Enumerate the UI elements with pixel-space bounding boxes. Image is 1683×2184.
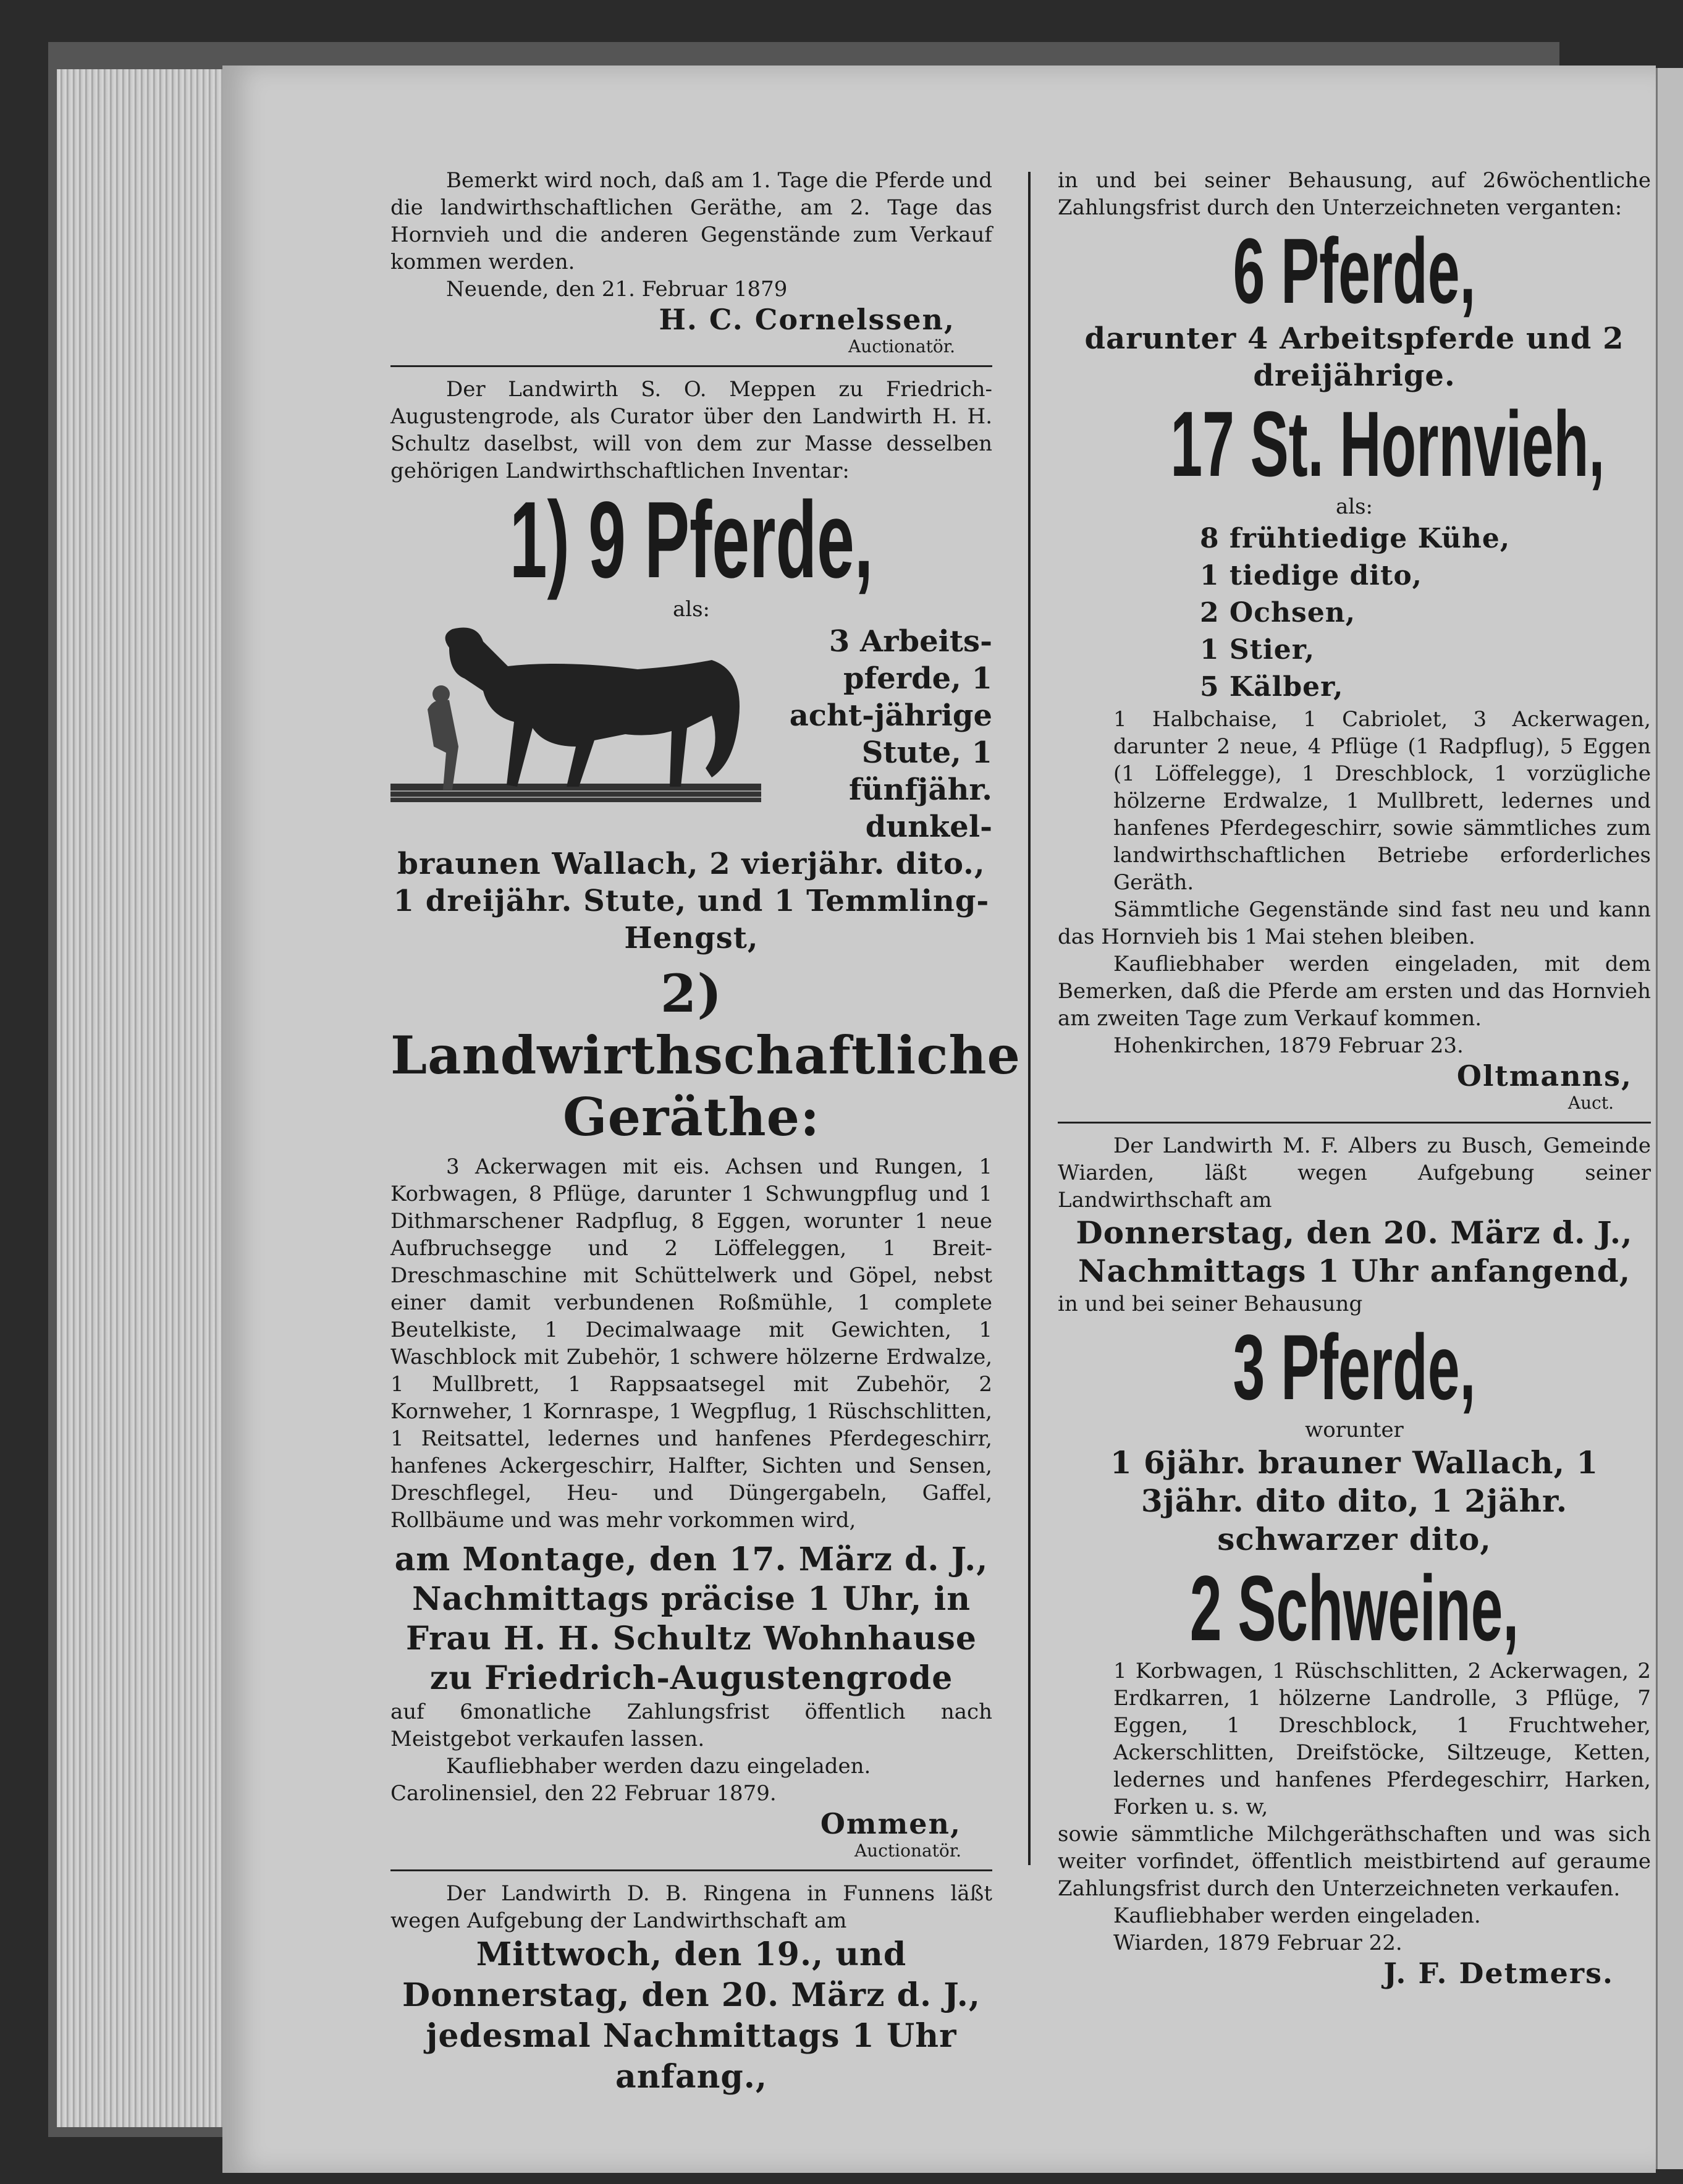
notice-detmers — [1058, 1132, 1651, 1990]
subheadline: darunter 4 Arbeitspferde und 2 dreijährige. — [1084, 321, 1624, 393]
place-date: Carolinensiel, den 22 Februar 1879. — [390, 1781, 777, 1806]
terms: sowie sämmtliche Milchgeräthschaften und was sich weiter vorfindet, öffentlich meistbirtend auf geraume Zahlungsfrist durch den Unterzeichneten verkaufen. — [1058, 1822, 1651, 1901]
worunter-label: worunter — [1305, 1418, 1404, 1442]
rule — [390, 1869, 992, 1871]
headline-9-pferde: 1) 9 Pferde, — [509, 480, 874, 601]
notice-intro: Der Landwirth D. B. Ringena in Funnens läßt wegen Aufgebung der Landwirthschaft am — [390, 1881, 992, 1933]
place-date: Wiarden, 1879 Februar 22. — [1113, 1931, 1402, 1955]
auction-date: Mittwoch, den 19., und Donnerstag, den 20. März d. J., jedesmal Nachmittags 1 Uhr anfang., — [402, 1936, 981, 2096]
signature-title: Auct. — [1567, 1093, 1614, 1113]
horse-woodcut-image — [390, 623, 761, 815]
terms: auf 6monatliche Zahlungsfrist öffentlich nach Meistgebot verkaufen lassen. — [390, 1699, 992, 1751]
items-list: 3 Ackerwagen mit eis. Achsen und Rungen, 1 Korbwagen, 8 Pflüge, darunter 1 Schwungpflug und 1 Dithmarschener Radpflug, 8 Eggen, worunter 1 neue Aufbruchsegge und 2 Löffeleggen, 1 Breit-Dreschmaschine mit Schüttelwerk und Göpel, nebst einer damit verbundenen Roßmühle, 1 complete Beutelkiste, 1 Decimalwaage mit Gewichten, 1 Waschblock mit Zubehör, 1 schwere hölzerne Erdwalze, 1 Mullbrett, 1 Rappsaatsegel mit Zubehör, 2 Kornweher, 1 Kornraspe, 1 Wegpflug, 1 Rüschschlitten, 1 Reitsattel, ledernes und hanfenes Pferdegeschirr, hanfenes Ackergeschirr, Halfter, Sichten und Sensen, Dreschflegel, Heu- und Düngergabeln, Gaffel, Rollbäume und was mehr vorkommen wird, — [390, 1154, 992, 1533]
als-label: als: — [672, 597, 711, 622]
cattle-item: 8 frühtiedige Kühe, — [1200, 523, 1511, 554]
signature: J. F. Detmers. — [1383, 1957, 1614, 1990]
signature-title: Auctionatör. — [848, 336, 955, 357]
cattle-item: 1 Stier, — [1200, 634, 1315, 666]
headline-geraethe: 2) Landwirthschaftliche Geräthe: — [390, 963, 1021, 1148]
items-list: 1 Korbwagen, 1 Rüschschlitten, 2 Ackerwagen, 2 Erdkarren, 1 hölzerne Landrolle, 3 Pflüge, 7 Eggen, 1 Dreschblock, 1 Fruchtweher, Ackerschlitten, Dreifstöcke, Siltzeuge, Ketten, ledernes und hanfenes Pferdegeschirr, Harken, Forken u. s. w, — [1113, 1659, 1651, 1819]
headline-6-pferde: 6 Pferde, — [1233, 219, 1476, 323]
place-date: Hohenkirchen, 1879 Februar 23. — [1113, 1033, 1464, 1058]
signature: Oltmanns, — [1456, 1059, 1632, 1093]
cattle-list — [1058, 520, 1651, 706]
auction-date: am Montage, den 17. März d. J., Nachmittags präcise 1 Uhr, in Frau H. H. Schultz Wohnhause zu Friedrich-Augustengrode — [394, 1541, 989, 1697]
notice-intro: Der Landwirth S. O. Meppen zu Friedrich-Augustengrode, als Curator über den Landwirth H. H. Schultz daselbst, will von dem zur Masse desselben gehörigen Landwirthschaftlichen Inventar: — [390, 377, 992, 483]
horses-list: 1 6jähr. brauner Wallach, 1 3jähr. dito dito, 1 2jähr. schwarzer dito, — [1110, 1444, 1599, 1557]
cattle-item: 5 Kälber, — [1200, 671, 1344, 703]
note: Sämmtliche Gegenstände sind fast neu und kann das Hornvieh bis 1 Mai stehen bleiben. — [1058, 897, 1651, 949]
notice-intro: Der Landwirth M. F. Albers zu Busch, Gemeinde Wiarden, läßt wegen Aufgebung seiner Landwirthschaft am — [1058, 1133, 1651, 1213]
cattle-item: 1 tiedige dito, — [1200, 560, 1422, 591]
rule — [390, 365, 992, 367]
column-divider — [1028, 172, 1031, 1865]
cattle-item: 2 Ochsen, — [1200, 597, 1356, 629]
notice-intro: in und bei seiner Behausung, auf 26wöchentliche Zahlungsfrist durch den Unterzeichneten verganten: — [1058, 168, 1651, 220]
place-date: Neuende, den 21. Februar 1879 — [446, 277, 788, 302]
als-label: als: — [1335, 494, 1373, 519]
left-column — [390, 167, 1021, 2097]
headline-2-schweine: 2 Schweine, — [1189, 1556, 1519, 1660]
location: in und bei seiner Behausung — [1058, 1292, 1363, 1316]
invite: Kaufliebhaber werden dazu eingeladen. — [446, 1754, 871, 1779]
rule — [1058, 1122, 1651, 1124]
signature: H. C. Cornelssen, — [659, 303, 955, 336]
auction-date: Donnerstag, den 20. März d. J., Nachmittags 1 Uhr anfangend, — [1076, 1214, 1633, 1289]
horse-text-side: 3 Arbeits-pferde, 1 acht-jährige Stute, 1 fünfjähr. dunkel- — [789, 624, 992, 844]
notice-ringena — [390, 1880, 992, 2097]
notice-oltmanns — [1058, 167, 1651, 1113]
notice-body: Bemerkt wird noch, daß am 1. Tage die Pferde und die landwirthschaftlichen Geräthe, am 2. Tage das Hornvieh und die anderen Gegenstände zum Verkauf kommen werden. — [390, 168, 992, 274]
next-page-edge — [1656, 68, 1683, 2169]
page-edges — [57, 69, 242, 2127]
headline-hornvieh: 17 St. Hornvieh, — [1170, 392, 1605, 496]
items-list: 1 Halbchaise, 1 Cabriolet, 3 Ackerwagen, darunter 2 neue, 4 Pflüge (1 Radpflug), 5 Eggen (1 Löffelegge), 1 Dreschblock, 1 vorzügliche hölzerne Erdwalze, 1 Mullbrett, ledernes und hanfenes Pferdegeschirr, sowie sämmtliches zum landwirthschaftlichen Betriebe erforderliches Geräth. — [1113, 707, 1651, 895]
signature-title: Auctionatör. — [854, 1840, 961, 1861]
headline-3-pferde: 3 Pferde, — [1233, 1315, 1476, 1419]
horse-block — [390, 623, 992, 845]
note: Kaufliebhaber werden eingeladen, mit dem Bemerken, daß die Pferde am ersten und das Hornvieh am zweiten Tage zum Verkauf kommen. — [1058, 952, 1651, 1031]
horse-text-below: braunen Wallach, 2 vierjähr. dito., 1 dreijähr. Stute, und 1 Temmling-Hengst, — [393, 847, 990, 955]
signature: Ommen, — [820, 1807, 961, 1840]
notice-meppen — [390, 376, 1021, 1861]
right-column — [1058, 167, 1651, 1990]
invite: Kaufliebhaber werden eingeladen. — [1113, 1903, 1481, 1928]
notice-cornelssen — [390, 167, 992, 357]
